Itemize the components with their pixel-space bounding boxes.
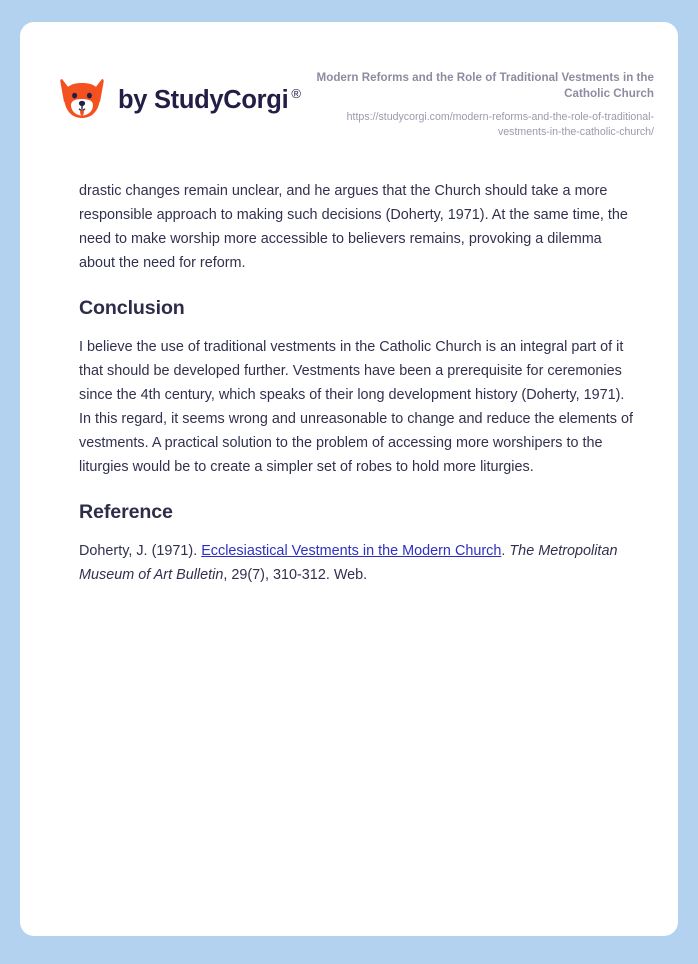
brand-logo-group xyxy=(59,68,301,124)
registered-trademark-symbol: ® xyxy=(291,86,301,101)
document-page-card xyxy=(20,22,678,936)
intro-paragraph: drastic changes remain unclear, and he argues that the Church should take a more responsible approach to making such decisions (Doherty, 1971). At the same time, the need to make worship more accessible to believers remains, provoking a dilemma about the need for reform. xyxy=(79,183,628,272)
brand-wordmark xyxy=(118,86,301,115)
document-title: Modern Reforms and the Role of Traditional Vestments in the Catholic Church xyxy=(316,71,654,100)
header-meta xyxy=(302,68,654,140)
section-heading-reference: Reference xyxy=(79,501,173,524)
document-header xyxy=(20,22,678,140)
brand-wordmark-text: by StudyCorgi xyxy=(118,85,289,114)
corgi-face-logo-icon xyxy=(59,76,105,124)
section-heading-conclusion: Conclusion xyxy=(79,297,185,320)
reference-author-year: Doherty, J. (1971). xyxy=(79,543,202,560)
reference-source-link[interactable]: Ecclesiastical Vestments in the Modern Church xyxy=(201,543,502,560)
reference-entry xyxy=(79,539,634,587)
reference-locator: , 29(7), 310-312. Web. xyxy=(223,567,368,584)
reference-journal-name: The Metropolitan Museum of Art Bulletin xyxy=(79,543,618,584)
document-source-url[interactable]: https://studycorgi.com/modern-reforms-and-the-role-of-traditional-vestments-in-the-catholic-church/ xyxy=(346,110,654,138)
conclusion-paragraph: I believe the use of traditional vestments in the Catholic Church is an integral part of it that should be developed further. Vestments have been a prerequisite for ceremonies since the 4th century, which speaks of their long development history (Doherty, 1971). In this regard, it seems wrong and unreasonable to change and reduce the elements of vestments. A practical solution to the problem of accessing more worshipers to the liturgies would be to create a simpler set of robes to hold more liturgies. xyxy=(79,339,634,476)
reference-separator: . xyxy=(501,543,510,560)
document-body xyxy=(20,179,678,587)
